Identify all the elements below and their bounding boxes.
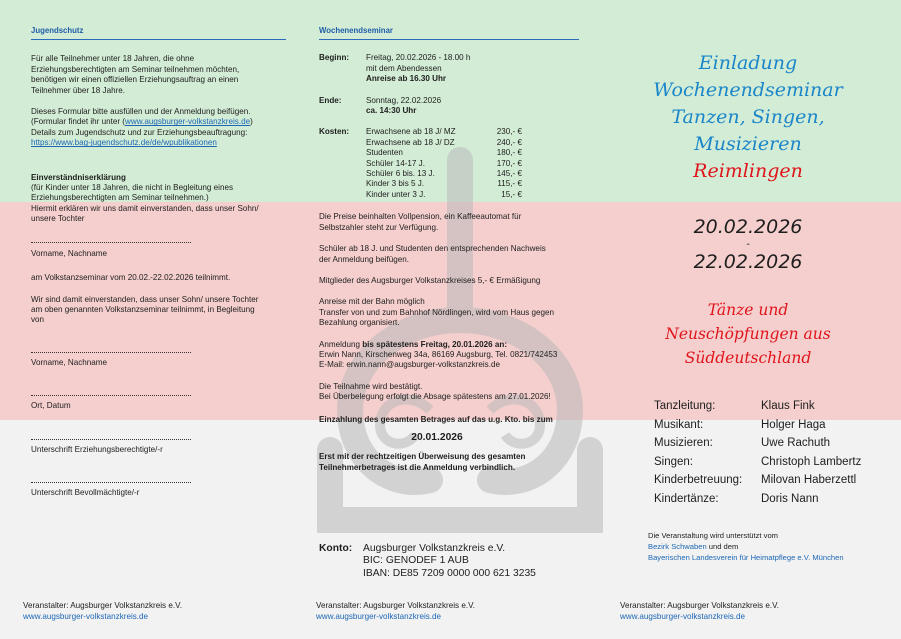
date-to: 22.02.2026: [693, 251, 803, 273]
begin-line: mit dem Abendessen: [366, 63, 442, 73]
price-row: [366, 148, 522, 158]
text-line: Schüler ab 18 J. und Studenten den entsprechenden Nachweis: [319, 244, 546, 254]
footer-web-link[interactable]: www.augsburger-volkstanzkreis.de: [23, 611, 149, 621]
subtitle-line: Neuschöpfungen aus: [665, 325, 831, 343]
end-line: ca. 14:30 Uhr: [366, 106, 417, 116]
team-role: Kindertänze:: [654, 492, 719, 505]
registration-line: Anmeldung bis spätestens Freitag, 20.01.2026 an:: [319, 339, 508, 349]
student-paragraph: [319, 244, 579, 265]
title-line: Wochenendseminar: [653, 79, 843, 101]
price-row: [366, 179, 522, 189]
price-label: Studenten: [366, 148, 403, 158]
field-label: Unterschrift Bevollmächtigte/-r: [31, 487, 140, 497]
footer-web-link[interactable]: www.augsburger-volkstanzkreis.de: [316, 611, 442, 621]
price-value: 115,- €: [497, 179, 522, 189]
team-role: Musizieren:: [654, 437, 713, 450]
form-line: Dieses Formular bitte ausfüllen und der Anmeldung beifügen.: [31, 107, 251, 117]
price-label: Erwachsene ab 18 J/ DZ: [366, 137, 455, 147]
jugendschutz-link[interactable]: https://www.bag-jugendschutz.de/de/wpublikationen: [31, 138, 217, 148]
price-list: [366, 127, 522, 200]
team-row: [654, 471, 861, 490]
team-role: Kinderbetreuung:: [654, 474, 743, 487]
subtitle-block: [622, 298, 874, 370]
text-line: Die Preise beinhalten Vollpension, ein Kaffeeautomat für: [319, 212, 522, 222]
date-from: 20.02.2026: [693, 216, 803, 238]
price-value: 240,- €: [496, 137, 522, 147]
consent-line: unsere Tochter: [31, 214, 85, 224]
location-title: Reimlingen: [693, 160, 803, 182]
form-link[interactable]: www.augsburger-volkstanzkreis.de: [125, 117, 251, 127]
title-line: Einladung: [698, 52, 798, 74]
team-row: [654, 453, 861, 472]
consent-line: Erziehungsberechtigten am Seminar teilnehmen.): [31, 193, 209, 203]
consent-block: [31, 173, 286, 225]
end-label: Ende:: [319, 95, 342, 105]
title-block: [622, 50, 874, 185]
support-note: [648, 530, 844, 563]
signature-line: [31, 395, 191, 396]
team-role: Musikant:: [654, 418, 704, 431]
begin-line: Freitag, 20.02.2026 - 18.00 h: [366, 53, 471, 63]
pension-paragraph: [319, 212, 579, 233]
text-line: Erst mit der rechtzeitigen Überweisung des gesamten: [319, 452, 526, 462]
footer-organizer: Veranstalter: Augsburger Volkstanzkreis e.V.: [23, 601, 182, 610]
section-title-jugendschutz: Jugendschutz: [31, 26, 286, 40]
member-discount: Mitglieder des Augsburger Volkstanzkreises 5,- € Ermäßigung: [319, 275, 541, 285]
cost-block: [319, 127, 579, 200]
team-name: Christoph Lambertz: [761, 455, 862, 468]
footer-organizer: Veranstalter: Augsburger Volkstanzkreis e.V.: [316, 601, 475, 610]
consent2-line: von: [31, 315, 45, 325]
price-label: Kinder 3 bis 5 J.: [366, 179, 425, 189]
signature-line: [31, 352, 191, 353]
payment-note: [319, 452, 579, 473]
footer-middle: [316, 601, 475, 622]
field-label: Vorname, Nachname: [31, 357, 108, 367]
price-value: 145,- €: [496, 169, 522, 179]
consent-line: (für Kinder unter 18 Jahren, die nicht in Begleitung eines: [31, 183, 234, 193]
end-values: [366, 96, 441, 117]
team-name: Uwe Rachuth: [761, 437, 831, 450]
signature-proxy-field[interactable]: [31, 482, 286, 498]
date-block: [622, 214, 874, 275]
bank-label: Konto:: [319, 543, 353, 554]
name-field-1[interactable]: [31, 242, 286, 259]
price-row: [366, 138, 522, 148]
team-row: [654, 490, 861, 509]
bank-details: [363, 543, 536, 580]
support-org-bezirk: Bezirk Schwaben: [648, 542, 707, 551]
details-line: Details zum Jugendschutz und zur Erziehungsbeauftragung:: [31, 127, 248, 137]
begin-values: [366, 53, 470, 84]
team-name: Klaus Fink: [761, 400, 815, 412]
signature-line: [31, 482, 191, 483]
text-line: Anreise mit der Bahn möglich: [319, 297, 425, 307]
title-line: Tanzen, Singen,: [671, 106, 825, 128]
text-line: Teilnehmerbetrages ist die Anmeldung verbindlich.: [319, 462, 516, 472]
title-line: Musizieren: [694, 133, 802, 155]
team-row: [654, 434, 861, 453]
registration-address: Erwin Nann, Kirschenweg 34a, 86169 Augsburg, Tel. 0821/742453: [319, 349, 558, 359]
intro-line: Teilnehmer über 18 Jahre.: [31, 85, 126, 95]
price-value: 170,- €: [496, 158, 522, 168]
end-block: [319, 96, 579, 117]
price-row: [366, 159, 522, 169]
subtitle-line: Süddeutschland: [684, 349, 812, 367]
subtitle-line: Tänze und: [707, 301, 789, 319]
consent-title: Einverständniserklärung: [31, 172, 126, 182]
team-name: Milovan Haberzettl: [761, 474, 857, 487]
consent-line: Hiermit erklären wir uns damit einverstanden, dass unser Sohn/: [31, 203, 259, 213]
team-role: Tanzleitung:: [654, 400, 716, 412]
team-list: [654, 397, 861, 509]
consent2-block: [31, 295, 286, 326]
section-title-wochenendseminar: Wochenendseminar: [319, 26, 579, 40]
form-paragraph: [31, 107, 286, 149]
field-label: Ort, Datum: [31, 401, 71, 411]
bank-line: IBAN: DE85 7209 0000 000 621 3235: [363, 567, 536, 579]
support-line: Bezirk Schwaben und dem: [648, 542, 739, 551]
text-line: der Anmeldung beifügen.: [319, 254, 409, 264]
price-row: [366, 169, 522, 179]
team-row: [654, 416, 861, 435]
text-line: Bezahlung organisiert.: [319, 318, 400, 328]
consent2-line: am oben genannten Volkstanzseminar teilnimmt, in Begleitung: [31, 304, 255, 314]
footer-organizer: Veranstalter: Augsburger Volkstanzkreis e.V.: [620, 601, 779, 610]
registration-paragraph: [319, 340, 579, 371]
footer-web-link[interactable]: www.augsburger-volkstanzkreis.de: [620, 611, 746, 621]
intro-line: Für alle Teilnehmer unter 18 Jahren, die ohne: [31, 54, 195, 64]
support-line: Die Veranstaltung wird unterstützt vom: [648, 531, 778, 540]
price-value: 180,- €: [496, 148, 522, 158]
date-separator: -: [746, 239, 750, 250]
team-name: Holger Haga: [761, 418, 826, 431]
price-label: Erwachsene ab 18 J/ MZ: [366, 127, 456, 137]
signature-line: [31, 439, 191, 440]
begin-line: Anreise ab 16.30 Uhr: [366, 74, 447, 84]
price-row: [366, 127, 522, 137]
name-field-2[interactable]: [31, 352, 286, 368]
bank-account: [319, 543, 536, 580]
price-label: Schüler 14-17 J.: [366, 158, 425, 168]
intro-paragraph: [31, 54, 286, 96]
signature-guardian-field[interactable]: [31, 439, 286, 455]
seminar-line: am Volkstanzseminar vom 20.02.-22.02.2026 teilnimmt.: [31, 273, 231, 283]
footer-right: [620, 601, 779, 622]
begin-label: Beginn:: [319, 53, 350, 63]
price-value: 230,- €: [496, 127, 522, 137]
bank-line: BIC: GENODEF 1 AUB: [363, 555, 469, 567]
text-line: Selbstzahler steht zur Verfügung.: [319, 222, 439, 232]
payment-date: 20.01.2026: [411, 431, 463, 443]
text-line: Transfer von und zum Bahnhof Nördlingen, wird vom Haus gegen: [319, 307, 554, 317]
intro-line: Erziehungsberechtigten am Seminar teilnehmen möchten,: [31, 64, 240, 74]
footer-left: [23, 601, 182, 622]
intro-line: benötigen wir einen offiziellen Erziehungsauftrag an einen: [31, 75, 239, 85]
end-line: Sonntag, 22.02.2026: [366, 95, 442, 105]
bank-line: Augsburger Volkstanzkreis e.V.: [363, 543, 506, 554]
signature-line: [31, 242, 191, 243]
field-label: Unterschrift Erziehungsberechtigte/-r: [31, 444, 163, 454]
place-date-field[interactable]: [31, 395, 286, 411]
travel-paragraph: [319, 297, 579, 328]
left-column: [31, 26, 286, 498]
text-line: Bei Überbelegung erfolgt die Absage spätestens am 27.01.2026!: [319, 392, 551, 402]
price-label: Schüler 6 bis. 13 J.: [366, 169, 435, 179]
team-role: Singen:: [654, 455, 694, 468]
team-name: Doris Nann: [761, 492, 819, 505]
team-row: [654, 397, 861, 416]
confirmation-paragraph: [319, 382, 579, 403]
registration-email[interactable]: E-Mail: erwin.nann@augsburger-volkstanzkreis.de: [319, 360, 500, 370]
price-value: 15,- €: [501, 189, 522, 199]
payment-line: Einzahlung des gesamten Betrages auf das u.g. Kto. bis zum: [319, 414, 553, 424]
text-line: Die Teilnahme wird bestätigt.: [319, 381, 423, 391]
support-org-landesverein: Bayerischen Landesverein für Heimatpflege e.V. München: [648, 553, 844, 562]
price-row: [366, 190, 522, 200]
cost-label: Kosten:: [319, 127, 350, 137]
consent2-line: Wir sind damit einverstanden, dass unser Sohn/ unsere Tochter: [31, 294, 259, 304]
middle-column: [319, 26, 579, 473]
field-label: Vorname, Nachname: [31, 248, 108, 258]
begin-block: [319, 53, 579, 84]
price-label: Kinder unter 3 J.: [366, 189, 426, 199]
form-link-line: (Formular findet ihr unter (www.augsburger-volkstanzkreis.de): [31, 117, 253, 127]
